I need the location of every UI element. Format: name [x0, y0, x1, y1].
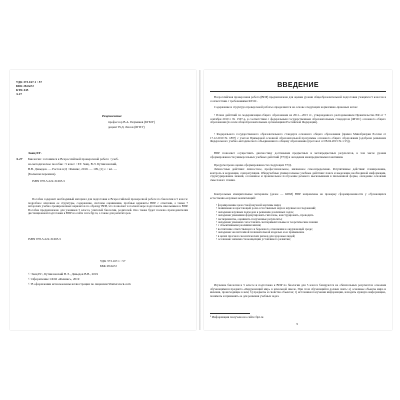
- paragraph: ВПР позволяет осуществить диагностику достижения предметных и метапредметных результатов, в том числе уровня сформированности универсальных учебных действий (УУД) и овладения межпредметными понятиями.: [210, 151, 386, 159]
- description: Пособие содержит необходимый материал для подготовки к Всероссийской проверочной работе по биологии в 5 классе: подробное описание ее структуры, содержание, системы оценивания, пробные варианты ВПР с ответами, а также 7 авторских учебно-тренировочных вариантов по образцу ВПР, что позволяет в полной мере подготовить школьников к ВПР. Пособие предназначено для учеников 5 класса, учителей биологии, родителей. Оно также будет полезно преподавателям дистанционной подготовки к ВПР на сайте www.fgr.ru, а также для репетиторов.: [28, 197, 188, 216]
- list-item: • в целях прогноза экологических рисков для здоровья людей;: [216, 235, 318, 238]
- paragraph: Изучение биологии в 5 классе и подготовка к ВПР по биологии для 5 класса базируются на обязательных результатах освоения обучающимися предмета «Окружающий мир» в начальной школе. При этом обучающийся должен знать: а) основные объекты мира и явления, происходящие в нем; б) предметы и свойства объектов; г) источники получения информации, находить нужную информацию, понимать и применять ее для решения учебных задач.: [210, 283, 386, 298]
- bib-line: но-методическое пособие : 5 класс / Р.Г. Заяц, В.Э. Бутвиловский,: [28, 162, 118, 166]
- list-item: • понимание возрастающей роли естественных наук и научных исследований;: [216, 207, 318, 210]
- copyright-line: © Оформление: ООО «Феникс», 2019: [28, 277, 80, 281]
- bib-line: Биология : готовимся к Всероссийской проверочной работе : учеб-: [28, 157, 119, 161]
- bib-code: З-27: [16, 157, 23, 161]
- copyright-line: ББК 28.0я72: [100, 264, 117, 268]
- paragraph: Предусмотрена оценка сформированности следующих УУД.: [214, 163, 292, 167]
- paragraph: Контрольные измерительные материалы (далее — КИМ) ВПР направлены на проверку сформированности у обучающихся естественно-научных компетенций:: [210, 192, 386, 200]
- ktk-code: КТК 445: [16, 88, 29, 92]
- list-item: • воспитание ответственного и бережного отношения к окружающей среде;: [216, 228, 318, 231]
- reviewer-2: доцент Н.Д. Лисов (БГПУ): [108, 125, 145, 129]
- bib-line: (Большая перемена).: [28, 172, 57, 176]
- list-item: • эксперименты, оценивать полученные результаты;: [216, 218, 318, 221]
- list-item: • с объективными реалиями жизни;: [216, 224, 318, 227]
- left-page: [10, 70, 196, 330]
- title-rule: [210, 91, 386, 92]
- catalog-code: З-27: [16, 92, 22, 96]
- page-title: ВВЕДЕНИЕ: [277, 82, 319, 89]
- copyright-line: © В оформлении использованы иллюстрации по лицензии Shutterstock.com: [28, 282, 131, 286]
- isbn-top: ISBN 978-5-222-31695-5: [32, 179, 66, 183]
- udk-code: УДК 373.167.1 : 57: [16, 80, 42, 84]
- paragraph: Содержание и структура проверочной работы определяются на основе следующих нормативно-правовых актов:: [214, 105, 358, 109]
- competencies-list: [216, 204, 318, 241]
- list-item: • осознание значимости концепции устойчивого развития;: [216, 238, 318, 241]
- book-spine: [199, 70, 201, 330]
- footnote: ¹ Информация получена на сайте fipi.ru: [210, 315, 264, 319]
- paragraph: • Плана действий по модернизации общего образования на 2011—2015 гг., утвержденного распоряжением Правительства РФ от 7 сентября 2010 г. № 1507-р, в соответствии с федеральным государственным образовательным стандартом (ФГОС) основного общего образования (по всем общеобразовательным организациям Российской Федерации).: [210, 113, 386, 125]
- paragraph: Личностные действия: личностное, профессиональное, жизненное самоопределение. Регулятивные действия: планирование, контроль и коррекция, саморегуляция. Общеучебные универсальные учебные действия: поиск и выделение необходимой информации, структурирование знаний, осознанное и произвольное построение речевого высказывания в письменной форме, овладение основами смыслового чтения.: [210, 167, 386, 182]
- bib-line: В.В. Давыдов. — Ростов н/Д : Феникс, 2019. — 109, [1] с. : ил. —: [28, 167, 117, 171]
- paragraph: Всероссийская проверочная работа (ВПР) предназначена для оценки уровня общеобразовательной подготовки учащихся 5 классов в соответствии с требованиями ФГОС.: [210, 95, 386, 103]
- author-name: Заяц Р.Г.: [28, 151, 42, 155]
- list-item: • формирование целостной научной картины мира;: [216, 204, 318, 207]
- paragraph: • Федерального государственного образовательного стандарта основного общего образования (приказ Минобрнауки России от 17.12.2010 № 1897) с учетом Примерной основной образовательной программы основного общего образования (одобрена решением Федерального учебно-методического объединения по общему образованию (протокол от 08.04.2015 № 1/15)).: [210, 132, 386, 144]
- reviewer-1: профессор В.А. Пермяков (БГМУ): [108, 120, 155, 124]
- right-page: [204, 70, 392, 330]
- list-item: • овладение научным подходом к решению различных задач;: [216, 211, 318, 214]
- copyright-line: © Заяц Р.Г., Бутвиловский В.Э., Давыдов В.В., 2019: [28, 272, 99, 276]
- reviewers-heading: Рецензенты:: [102, 114, 123, 118]
- list-item: • овладение экосистемной познавательной моделью и ее применение: [216, 231, 318, 234]
- list-item: • овладение умениями формулировать гипотезы, конструировать, проводить: [216, 214, 318, 217]
- list-item: • овладение умением сопоставлять экспериментальные и теоретические знания: [216, 221, 318, 224]
- bbk-code: ББК 28.0я72: [16, 84, 34, 88]
- page-number: 3: [296, 322, 298, 326]
- isbn-bottom: ISBN 978-5-222-31695-5: [28, 237, 62, 241]
- copyright-line: УДК 373.167.1 : 57: [100, 259, 126, 263]
